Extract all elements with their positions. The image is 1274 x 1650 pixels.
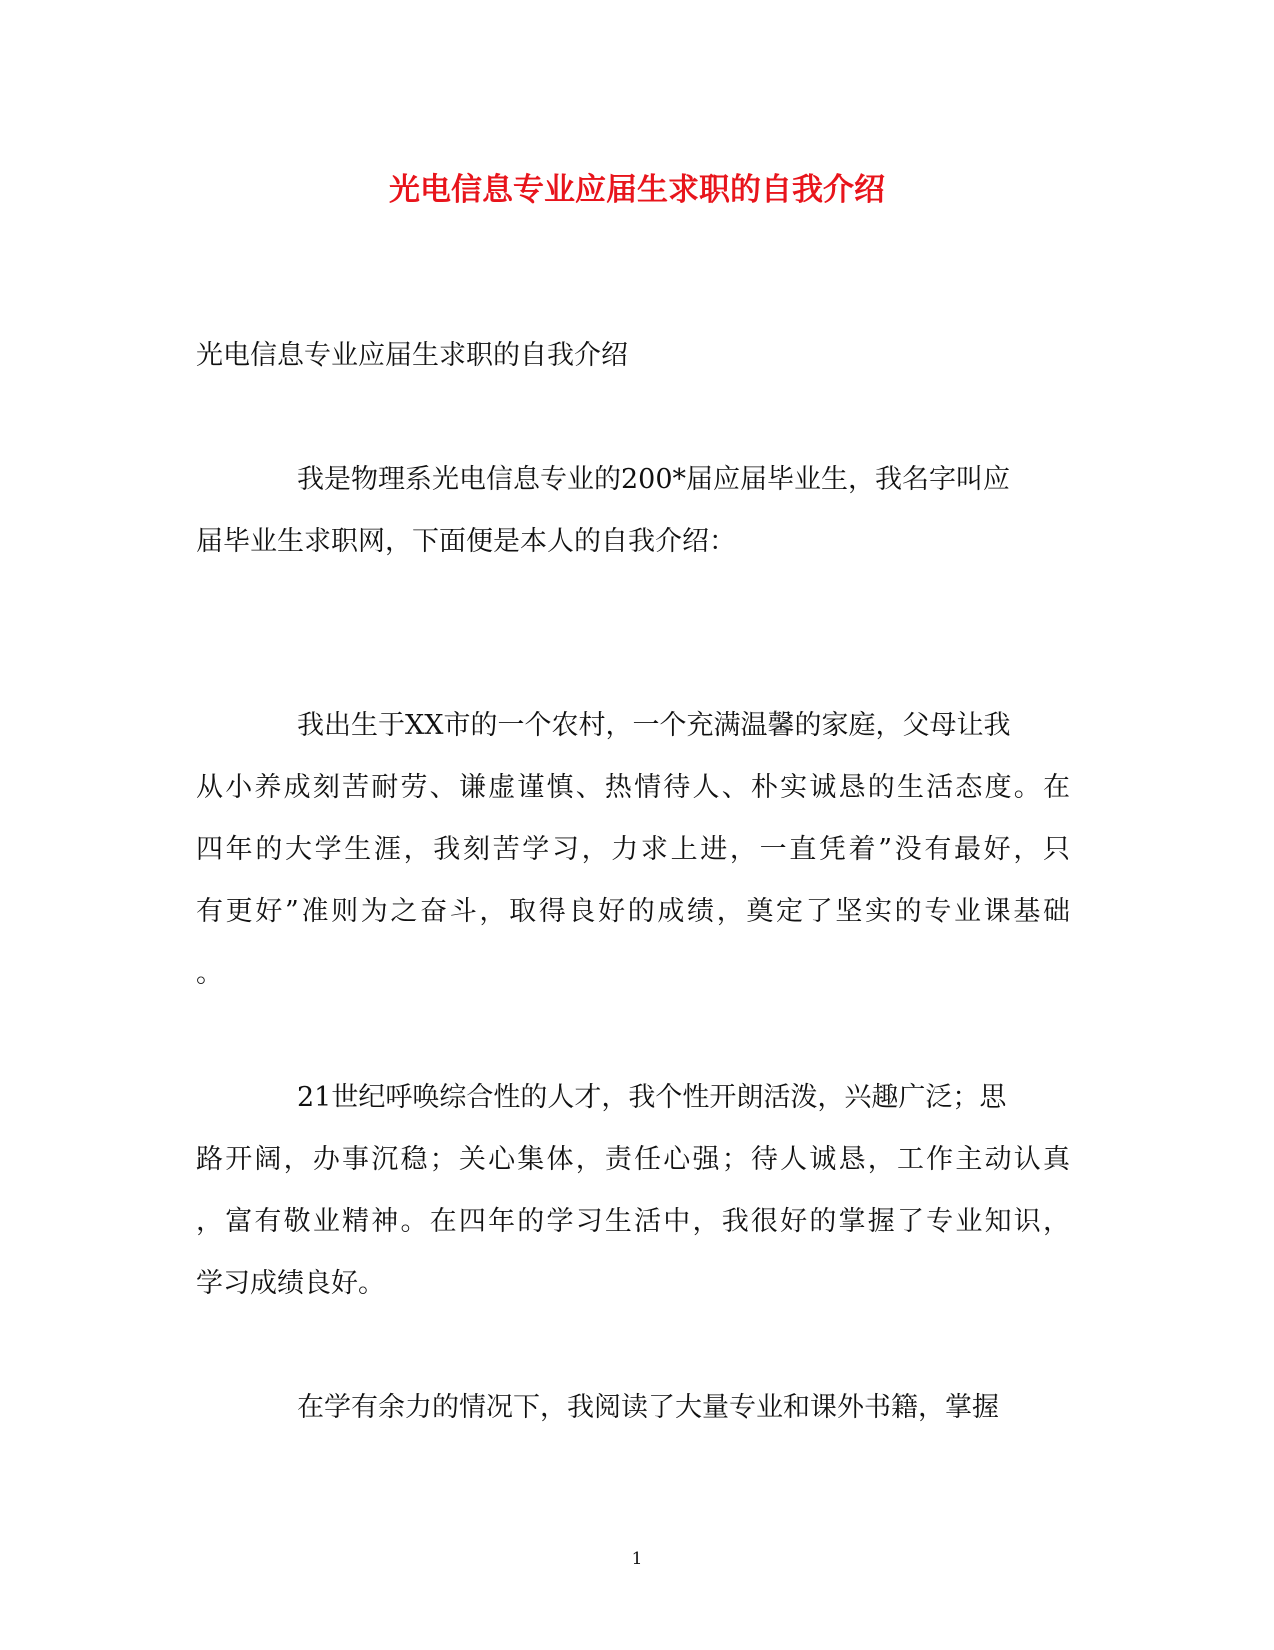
page-number: 1 (631, 1549, 643, 1569)
paragraph-3-line-3: ，富有敬业精神。在四年的学习生活中，我很好的掌握了专业知识， (196, 1206, 1070, 1237)
document-title: 光电信息专业应届生求职的自我介绍 (389, 172, 885, 208)
paragraph-3-line-4: 学习成绩良好。 (196, 1268, 385, 1299)
document-subtitle: 光电信息专业应届生求职的自我介绍 (196, 340, 628, 371)
paragraph-4-line-1: 在学有余力的情况下，我阅读了大量专业和课外书籍，掌握 (297, 1392, 999, 1423)
paragraph-1-line-1: 我是物理系光电信息专业的200*届应届毕业生，我名字叫应 (297, 464, 1011, 495)
paragraph-2-line-5: 。 (196, 958, 223, 989)
paragraph-2-line-1: 我出生于XX市的一个农村，一个充满温馨的家庭，父母让我 (297, 710, 1011, 741)
paragraph-2-line-3: 四年的大学生涯，我刻苦学习，力求上进，一直凭着”没有最好，只 (196, 834, 1070, 865)
paragraph-2-line-2: 从小养成刻苦耐劳、谦虚谨慎、热情待人、朴实诚恳的生活态度。在 (196, 772, 1070, 803)
paragraph-3-line-1: 21世纪呼唤综合性的人才，我个性开朗活泼，兴趣广泛；思 (297, 1082, 1007, 1113)
paragraph-1-line-2: 届毕业生求职网，下面便是本人的自我介绍： (196, 526, 736, 557)
paragraph-3-line-2: 路开阔，办事沉稳；关心集体，责任心强；待人诚恳，工作主动认真 (196, 1144, 1070, 1175)
paragraph-2-line-4: 有更好”准则为之奋斗，取得良好的成绩，奠定了坚实的专业课基础 (196, 896, 1070, 927)
